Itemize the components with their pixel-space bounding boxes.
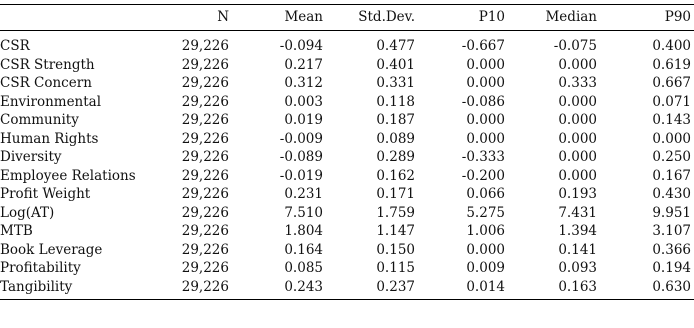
cell-p90: 0.071	[652, 93, 691, 110]
cell-p90: 0.667	[652, 75, 691, 91]
cell-std-dev: 0.237	[326, 278, 418, 300]
cell-n: 29,226	[150, 278, 232, 300]
cell-median: 1.394	[558, 223, 597, 239]
cell-n: 29,226	[181, 75, 229, 91]
cell-n: 29,226	[181, 241, 229, 258]
table-row	[0, 241, 694, 260]
variable-name: MTB	[0, 223, 33, 239]
cell-p90: 0.143	[652, 112, 691, 128]
cell-n: 29,226	[181, 93, 229, 110]
cell-p90: 0.430	[652, 186, 691, 202]
cell-mean: 0.231	[284, 186, 323, 202]
cell-n: 29,226	[181, 112, 229, 128]
cell-n: 29,226	[181, 38, 229, 54]
cell-mean: -0.089	[279, 149, 323, 165]
header-row	[0, 5, 694, 31]
table-body	[0, 31, 694, 300]
cell-p90: 0.630	[600, 278, 694, 300]
table-row	[0, 93, 694, 112]
cell-median: -0.075	[553, 38, 597, 54]
summary-statistics-table	[0, 4, 694, 300]
cell-mean: 0.243	[232, 278, 326, 300]
cell-std-dev: 0.401	[376, 56, 415, 73]
cell-median: 0.333	[558, 75, 597, 91]
cell-p90: 9.951	[652, 204, 691, 221]
table-row	[0, 259, 694, 278]
table-row	[0, 204, 694, 223]
cell-std-dev: 0.162	[376, 167, 415, 184]
cell-median: 7.431	[558, 204, 597, 221]
cell-std-dev: 0.171	[376, 186, 415, 202]
cell-median: 0.000	[558, 56, 597, 73]
cell-median: 0.193	[558, 186, 597, 202]
cell-std-dev: 0.187	[376, 112, 415, 128]
cell-p90: 3.107	[652, 223, 691, 239]
cell-p10: 0.000	[466, 112, 505, 128]
header-variable	[0, 5, 150, 31]
variable-name: CSR Concern	[0, 75, 92, 91]
cell-median: 0.093	[558, 260, 597, 276]
variable-name: Employee Relations	[0, 167, 136, 184]
cell-n: 29,226	[181, 223, 229, 239]
cell-std-dev: 1.759	[376, 204, 415, 221]
cell-mean: 0.003	[284, 93, 323, 110]
cell-n: 29,226	[181, 130, 229, 147]
cell-mean: 0.312	[284, 75, 323, 91]
table-row	[0, 278, 694, 300]
cell-n: 29,226	[181, 186, 229, 202]
cell-median: 0.000	[558, 167, 597, 184]
variable-name: Human Rights	[0, 130, 99, 147]
cell-p10: 1.006	[466, 223, 505, 239]
variable-name: Book Leverage	[0, 241, 103, 258]
cell-n: 29,226	[181, 149, 229, 165]
cell-mean: -0.019	[279, 167, 323, 184]
cell-std-dev: 0.089	[376, 130, 415, 147]
cell-std-dev: 0.118	[376, 93, 415, 110]
cell-n: 29,226	[181, 260, 229, 276]
cell-mean: 0.164	[284, 241, 323, 258]
header-p10: P10	[418, 5, 508, 31]
cell-p90: 0.167	[652, 167, 691, 184]
cell-mean: 0.019	[284, 112, 323, 128]
cell-p10: -0.667	[461, 38, 505, 54]
cell-p90: 0.366	[652, 241, 691, 258]
cell-p90: 0.194	[652, 260, 691, 276]
cell-p90: 0.619	[652, 56, 691, 73]
variable-name: CSR	[0, 38, 30, 54]
variable-name: Diversity	[0, 149, 62, 165]
cell-median: 0.163	[508, 278, 600, 300]
cell-p10: -0.333	[461, 149, 505, 165]
cell-median: 0.000	[558, 130, 597, 147]
variable-name: Log(AT)	[0, 204, 55, 221]
cell-p10: 0.000	[466, 75, 505, 91]
cell-p10: -0.086	[461, 93, 505, 110]
cell-std-dev: 0.150	[376, 241, 415, 258]
table-row	[0, 111, 694, 130]
cell-n: 29,226	[181, 56, 229, 73]
variable-name: Environmental	[0, 93, 102, 110]
cell-p10: 0.014	[418, 278, 508, 300]
table-row	[0, 148, 694, 167]
cell-p90: 0.250	[652, 149, 691, 165]
cell-mean: 0.217	[284, 56, 323, 73]
cell-std-dev: 0.477	[376, 38, 415, 54]
variable-name: Profit Weight	[0, 186, 91, 202]
table-row	[0, 74, 694, 93]
table-row	[0, 56, 694, 75]
table-row	[0, 31, 694, 56]
header-std-dev: Std.Dev.	[326, 5, 418, 31]
cell-p10: 5.275	[466, 204, 505, 221]
cell-mean: 1.804	[284, 223, 323, 239]
variable-name: CSR Strength	[0, 56, 95, 73]
header-mean: Mean	[232, 5, 326, 31]
table-row	[0, 185, 694, 204]
variable-name: Community	[0, 112, 79, 128]
variable-name: Profitability	[0, 260, 81, 276]
cell-median: 0.141	[558, 241, 597, 258]
cell-p10: 0.066	[466, 186, 505, 202]
cell-n: 29,226	[181, 204, 229, 221]
cell-p10: 0.000	[466, 56, 505, 73]
table-row	[0, 222, 694, 241]
table-row	[0, 167, 694, 186]
cell-std-dev: 0.115	[376, 260, 415, 276]
cell-median: 0.000	[558, 112, 597, 128]
cell-median: 0.000	[558, 93, 597, 110]
cell-median: 0.000	[558, 149, 597, 165]
cell-mean: -0.009	[279, 130, 323, 147]
header-p90: P90	[600, 5, 694, 31]
cell-mean: 0.085	[284, 260, 323, 276]
cell-std-dev: 1.147	[376, 223, 415, 239]
cell-p90: 0.400	[652, 38, 691, 54]
cell-mean: 7.510	[284, 204, 323, 221]
cell-p10: 0.000	[466, 130, 505, 147]
cell-mean: -0.094	[279, 38, 323, 54]
cell-n: 29,226	[181, 167, 229, 184]
variable-name: Tangibility	[0, 278, 150, 300]
header-n: N	[150, 5, 232, 31]
cell-std-dev: 0.289	[376, 149, 415, 165]
cell-p10: 0.000	[466, 241, 505, 258]
cell-p90: 0.000	[652, 130, 691, 147]
cell-p10: 0.009	[466, 260, 505, 276]
table-row	[0, 130, 694, 149]
header-median: Median	[508, 5, 600, 31]
cell-std-dev: 0.331	[376, 75, 415, 91]
cell-p10: -0.200	[461, 167, 505, 184]
